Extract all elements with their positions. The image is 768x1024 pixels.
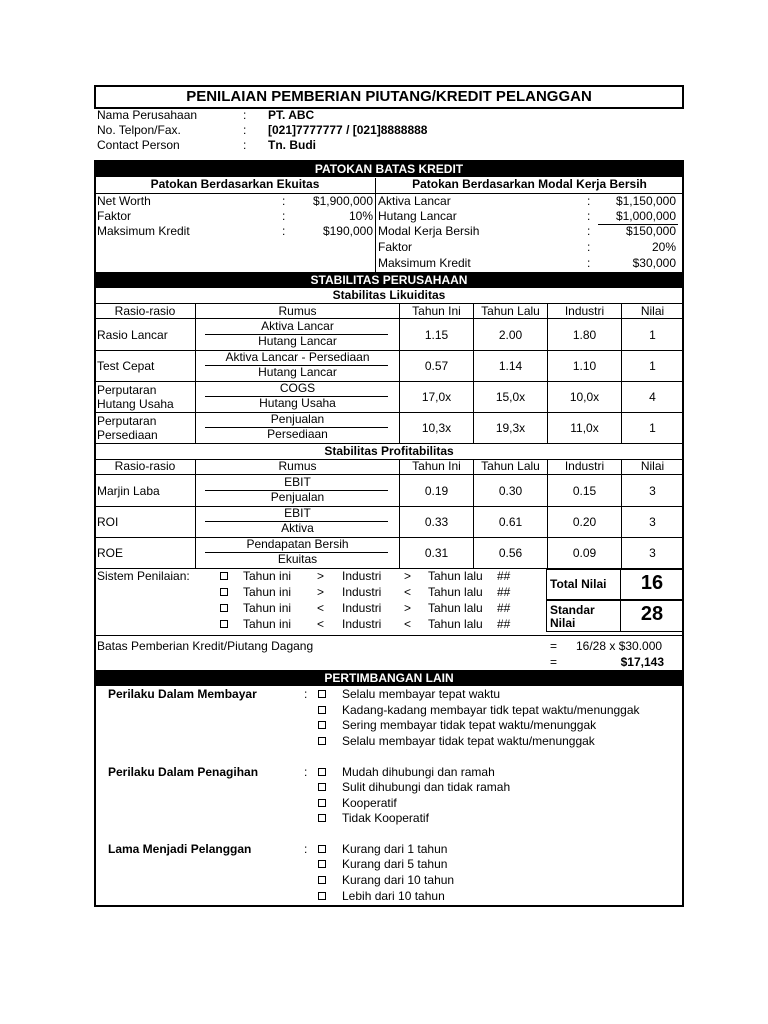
colon: : xyxy=(282,224,286,238)
option-label: Kurang dari 10 tahun xyxy=(342,873,455,887)
col-header: Tahun Lalu xyxy=(481,459,540,473)
ratio-name: Test Cepat xyxy=(97,359,155,373)
colon: : xyxy=(587,256,591,270)
value-nilai: 4 xyxy=(649,390,656,404)
sistem-a: Tahun ini xyxy=(243,601,292,615)
patokan-left-label: Faktor xyxy=(97,209,132,223)
patokan-right-title: Patokan Berdasarkan Modal Kerja Bersih xyxy=(412,177,647,191)
info-value-company: PT. ABC xyxy=(268,108,315,122)
checkbox-icon[interactable] xyxy=(318,799,326,807)
standar-label: Standar xyxy=(550,603,595,617)
patokan-right-label: Modal Kerja Bersih xyxy=(378,224,480,238)
option-label: Kurang dari 5 tahun xyxy=(342,857,448,871)
patokan-left-label: Net Worth xyxy=(97,194,151,208)
sistem-label: Sistem Penilaian: xyxy=(97,569,190,583)
sistem-op1: < xyxy=(317,601,325,615)
checkbox-icon[interactable] xyxy=(318,768,326,776)
value-industri: 0.09 xyxy=(572,546,597,560)
option-label: Kurang dari 1 tahun xyxy=(342,842,448,856)
value-industri: 1.10 xyxy=(572,359,597,373)
colon: : xyxy=(282,209,286,223)
colon: : xyxy=(304,842,308,856)
checkbox-icon[interactable] xyxy=(318,783,326,791)
formula-denominator: Ekuitas xyxy=(277,552,318,566)
checkbox-icon[interactable] xyxy=(318,892,326,900)
group-title: Perilaku Dalam Penagihan xyxy=(108,765,259,779)
formula-numerator: COGS xyxy=(279,381,316,395)
value-industri: 11,0x xyxy=(570,421,599,435)
divider xyxy=(95,635,683,636)
value-industri: 0.15 xyxy=(572,484,597,498)
patokan-right-label: Faktor xyxy=(378,240,413,254)
patokan-right-label: Maksimum Kredit xyxy=(378,256,471,270)
sistem-op2: > xyxy=(404,601,412,615)
checkbox-icon[interactable] xyxy=(318,860,326,868)
sistem-op1: < xyxy=(317,617,325,631)
colon: : xyxy=(587,209,591,223)
checkbox-icon[interactable] xyxy=(318,706,326,714)
sistem-b: Industri xyxy=(342,585,382,599)
batas-label: Batas Pemberian Kredit/Piutang Dagang xyxy=(97,639,314,653)
value-industri: 0.20 xyxy=(572,515,597,529)
colon: : xyxy=(282,194,286,208)
colon: : xyxy=(587,194,591,208)
formula-numerator: EBIT xyxy=(284,475,311,489)
value-nilai: 1 xyxy=(649,421,656,435)
checkbox-icon[interactable] xyxy=(220,604,228,612)
col-header: Industri xyxy=(564,304,605,318)
formula-denominator: Persediaan xyxy=(267,427,328,441)
sistem-c: Tahun lalu xyxy=(428,569,483,583)
formula-denominator: Hutang Lancar xyxy=(258,334,337,348)
profit-title: Stabilitas Profitabilitas xyxy=(324,444,454,458)
batas-eq: = xyxy=(550,655,558,669)
value-tahun-lalu: 2.00 xyxy=(498,328,523,342)
value-nilai: 1 xyxy=(649,359,656,373)
sistem-mark: ## xyxy=(497,569,511,583)
likuiditas-title: Stabilitas Likuiditas xyxy=(332,288,446,302)
patokan-header: PATOKAN BATAS KREDIT xyxy=(95,161,683,177)
value-tahun-ini: 0.19 xyxy=(424,484,449,498)
col-header: Nilai xyxy=(640,459,665,473)
value-tahun-lalu: 15,0x xyxy=(495,390,526,404)
formula-denominator: Hutang Usaha xyxy=(259,396,336,410)
patokan-right-value: $1,150,000 xyxy=(615,194,676,208)
sistem-a: Tahun ini xyxy=(243,569,292,583)
info-label-phone: No. Telpon/Fax. xyxy=(97,123,181,137)
col-header: Nilai xyxy=(640,304,665,318)
info-value-contact: Tn. Budi xyxy=(268,138,316,152)
ratio-name: Marjin Laba xyxy=(97,484,160,498)
batas-result: $17,143 xyxy=(620,655,664,669)
col-header: Tahun Lalu xyxy=(481,304,540,318)
formula-numerator: Penjualan xyxy=(270,412,325,426)
value-tahun-ini: 17,0x xyxy=(421,390,452,404)
value-tahun-ini: 1.15 xyxy=(424,328,449,342)
sistem-op1: > xyxy=(317,569,325,583)
sistem-mark: ## xyxy=(497,617,511,631)
sistem-b: Industri xyxy=(342,617,382,631)
colon: : xyxy=(587,240,591,254)
value-industri: 10,0x xyxy=(569,390,600,404)
value-nilai: 3 xyxy=(649,484,656,498)
group-title: Perilaku Dalam Membayar xyxy=(108,687,257,701)
sistem-op2: < xyxy=(404,617,412,631)
info-colon: : xyxy=(243,123,247,137)
option-label: Lebih dari 10 tahun xyxy=(342,889,445,903)
checkbox-icon[interactable] xyxy=(318,814,326,822)
col-header: Tahun Ini xyxy=(412,459,461,473)
checkbox-icon[interactable] xyxy=(318,845,326,853)
page-title: PENILAIAN PEMBERIAN PIUTANG/KREDIT PELANGGAN xyxy=(186,88,592,105)
ratio-name: Rasio Lancar xyxy=(97,328,168,342)
sistem-a: Tahun ini xyxy=(243,617,292,631)
info-value-phone: [021]7777777 / [021]8888888 xyxy=(268,123,428,137)
patokan-left-value: 10% xyxy=(348,209,373,223)
value-tahun-ini: 0.31 xyxy=(424,546,449,560)
sistem-mark: ## xyxy=(497,585,511,599)
value-nilai: 3 xyxy=(649,515,656,529)
formula-denominator: Aktiva xyxy=(281,521,314,535)
sistem-c: Tahun lalu xyxy=(428,617,483,631)
patokan-left-value: $190,000 xyxy=(322,224,373,238)
col-header: Rasio-rasio xyxy=(114,459,176,473)
formula-numerator: Aktiva Lancar xyxy=(261,319,334,333)
option-label: Tidak Kooperatif xyxy=(342,811,429,825)
option-label: Kooperatif xyxy=(342,796,397,810)
value-tahun-lalu: 0.56 xyxy=(498,546,523,560)
patokan-right-value: $150,000 xyxy=(625,224,676,238)
option-label: Selalu membayar tepat waktu xyxy=(342,687,501,701)
option-label: Kadang-kadang membayar tidk tepat waktu/menunggak xyxy=(342,703,640,717)
value-industri: 1.80 xyxy=(572,328,597,342)
col-header: Rasio-rasio xyxy=(114,304,176,318)
patokan-right-value: $30,000 xyxy=(632,256,676,270)
value-nilai: 3 xyxy=(649,546,656,560)
option-label: Selalu membayar tidak tepat waktu/menunggak xyxy=(342,734,595,748)
formula-denominator: Hutang Lancar xyxy=(258,365,337,379)
checkbox-icon[interactable] xyxy=(318,737,326,745)
formula-numerator: Aktiva Lancar - Persediaan xyxy=(225,350,370,364)
sistem-op2: < xyxy=(404,585,412,599)
sistem-op2: > xyxy=(404,569,412,583)
sistem-c: Tahun lalu xyxy=(428,585,483,599)
standar-value: 28 xyxy=(640,603,664,625)
formula-numerator: Pendapatan Bersih xyxy=(246,537,349,551)
checkbox-icon[interactable] xyxy=(220,588,228,596)
ratio-name: Perputaran Persediaan xyxy=(97,414,158,442)
checkbox-icon[interactable] xyxy=(318,721,326,729)
divider xyxy=(375,178,376,272)
info-colon: : xyxy=(243,138,247,152)
sistem-b: Industri xyxy=(342,601,382,615)
patokan-left-label: Maksimum Kredit xyxy=(97,224,190,238)
info-label-contact: Contact Person xyxy=(97,138,180,152)
sistem-op1: > xyxy=(317,585,325,599)
pertimbangan-header: PERTIMBANGAN LAIN xyxy=(95,670,683,686)
patokan-right-label: Hutang Lancar xyxy=(378,209,457,223)
value-tahun-ini: 0.33 xyxy=(424,515,449,529)
patokan-right-label: Aktiva Lancar xyxy=(378,194,451,208)
value-tahun-lalu: 0.30 xyxy=(498,484,523,498)
value-tahun-ini: 0.57 xyxy=(424,359,449,373)
colon: : xyxy=(304,765,308,779)
ratio-name: ROI xyxy=(97,515,119,529)
batas-formula: 16/28 x $30.000 xyxy=(576,639,663,653)
option-label: Sulit dihubungi dan tidak ramah xyxy=(342,780,511,794)
sistem-mark: ## xyxy=(497,601,511,615)
col-header: Rumus xyxy=(278,459,317,473)
col-header: Rumus xyxy=(278,304,317,318)
patokan-left-title: Patokan Berdasarkan Ekuitas xyxy=(150,177,320,191)
colon: : xyxy=(304,687,308,701)
checkbox-icon[interactable] xyxy=(318,690,326,698)
option-label: Sering membayar tidak tepat waktu/menunggak xyxy=(342,718,597,732)
patokan-right-value: $1,000,000 xyxy=(615,209,676,223)
total-value: 16 xyxy=(640,572,664,594)
patokan-right-value: 20% xyxy=(651,240,676,254)
checkbox-icon[interactable] xyxy=(318,876,326,884)
total-label: Total Nilai xyxy=(550,577,607,591)
sistem-c: Tahun lalu xyxy=(428,601,483,615)
checkbox-icon[interactable] xyxy=(220,620,228,628)
sistem-a: Tahun ini xyxy=(243,585,292,599)
colon: : xyxy=(587,224,591,238)
info-colon: : xyxy=(243,108,247,122)
formula-numerator: EBIT xyxy=(284,506,311,520)
value-tahun-lalu: 1.14 xyxy=(498,359,523,373)
ratio-name: Perputaran Hutang Usaha xyxy=(97,383,174,411)
col-header: Tahun Ini xyxy=(412,304,461,318)
stabilitas-header: STABILITAS PERUSAHAAN xyxy=(95,272,683,288)
col-header: Industri xyxy=(564,459,605,473)
batas-eq: = xyxy=(550,639,558,653)
standar-label: Nilai xyxy=(550,616,576,630)
value-tahun-lalu: 0.61 xyxy=(498,515,523,529)
option-label: Mudah dihubungi dan ramah xyxy=(342,765,495,779)
patokan-left-value: $1,900,000 xyxy=(312,194,373,208)
value-tahun-lalu: 19,3x xyxy=(495,421,526,435)
checkbox-icon[interactable] xyxy=(220,572,228,580)
value-nilai: 1 xyxy=(649,328,656,342)
ratio-name: ROE xyxy=(97,546,124,560)
formula-denominator: Penjualan xyxy=(270,490,325,504)
divider xyxy=(546,599,683,601)
sistem-b: Industri xyxy=(342,569,382,583)
info-label-company: Nama Perusahaan xyxy=(97,108,198,122)
group-title: Lama Menjadi Pelanggan xyxy=(108,842,252,856)
value-tahun-ini: 10,3x xyxy=(421,421,452,435)
